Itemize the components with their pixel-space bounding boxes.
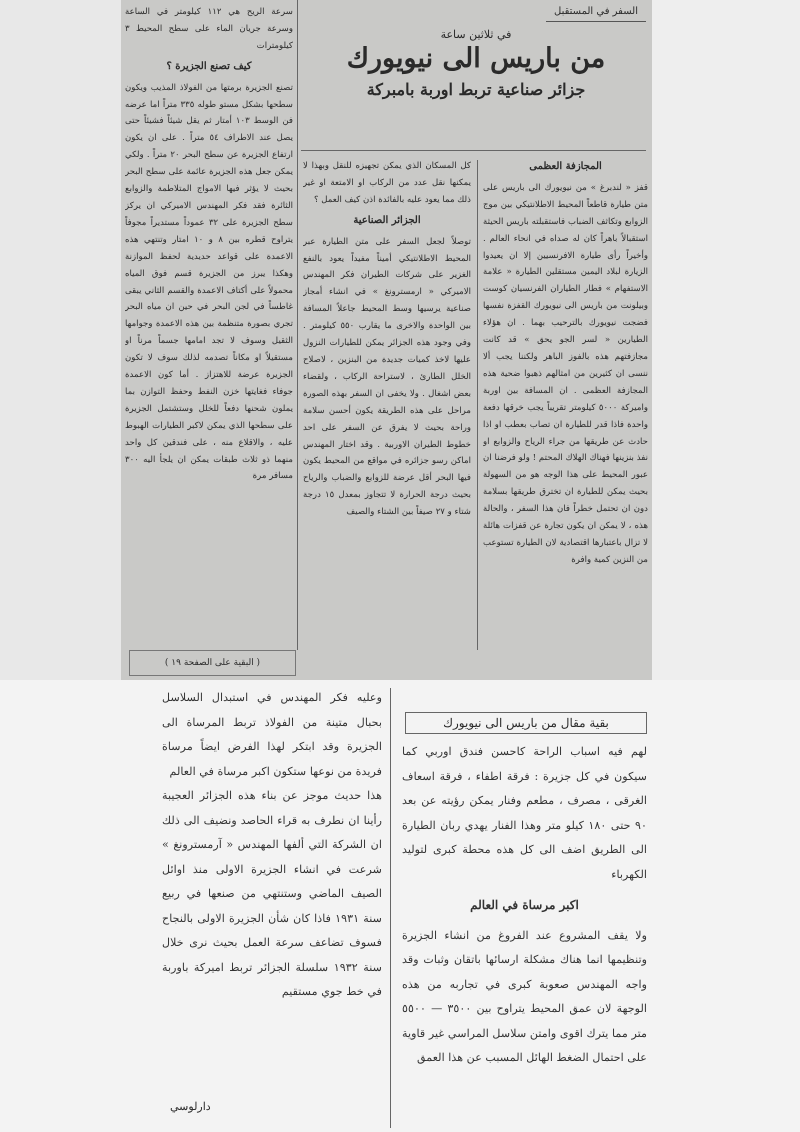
continued-note: ( البقية على الصفحة ١٩ ) <box>129 650 296 676</box>
corner-header-text: السفر في المستقبل <box>554 6 638 17</box>
corner-header <box>546 6 646 22</box>
column-right <box>483 155 648 650</box>
lower-right-column <box>402 740 647 1130</box>
margin-left <box>0 0 121 680</box>
column-left-intro: سرعة الريح هي ١١٢ كيلومتر في الساعة وسرعة جريان الماء على سطح المحيط ٣ كيلومترات <box>125 7 293 51</box>
column-left <box>125 4 293 649</box>
continuation-title: بقية مقال من باريس الى نيويورك <box>405 712 647 734</box>
column-left-title: كيف تصنع الجزيرة ؟ <box>166 60 252 72</box>
column-middle-text: توصلاً لجعل السفر على متن الطيارة عبر المحيط الاطلانتيكي أميناً مفيداً يعود بالنفع الغزير على شركات الطيران فكر المهندس الاميركي « ارمسترونغ » في انشاء أمجاز صناعية يرسيها وسط المحيط جاعلاً المسافة بين الواحدة والاخرى ما يقارب ٥٥٠ كيلومتر . وفي وجود هذه الجزائر يمكن للطيارات النزول عليها لاخذ كميات جديدة من البنزين ، لاصلاح الخلل الطارئ ، لاستراحة الركاب ، ولقضاء بعض اشغال . ولا يخفى ان السفر بهذه الصورة مراحل على هذه الطريقة يكون أحسن سلامة وراحة بحيث لا يفرق عن السفر على احد خطوط الطيران الاوربية . وقد اختار المهندس اماكن رسو جزائره في مواقع من المحيط يكون فيها البحر أقل عرضة للزوابع والضباب والرياح بحيث درجة الحرارة لا تتجاوز بمعدل ١٥ درجة شتاء و ٢٧ صيفاً بين الشتاء والصيف <box>303 236 471 518</box>
newspaper-clipping <box>121 0 652 680</box>
headline: من باريس الى نيويورك <box>346 43 606 74</box>
lower-divider <box>390 688 391 1128</box>
column-middle-intro: كل المسكان الذي يمكن تجهيزه للنقل وبهذا لا يمكنها نقل عدد من الركاب او الامتعة او غير ذلك مما يعود عليه بالفائدة اذن كيف العمل ؟ <box>303 161 471 205</box>
column-divider <box>297 0 298 650</box>
column-divider <box>477 160 478 650</box>
lower-left-column <box>162 686 382 1096</box>
lower-right-p1: لهم فيه اسباب الراحة كاحسن فندق اوربي كما سيكون في كل جزيرة : فرقة اطفاء ، فرقة اسعاف الغرقى ، مصرف ، مطعم وفنار يمكن رؤيته عن بعد ٩٠ حتى ١٨٠ كيلو متر وهذا الفنار يهدي ربان الطيارة الى الطريق اضف الى كل هذه محطة كبرى لتوليد الكهرباء <box>402 745 647 881</box>
column-middle-title: الجزائر الصناعية <box>353 214 421 226</box>
byline: دارلوسي <box>170 1100 211 1113</box>
headline-rule <box>301 150 646 151</box>
column-left-text: تصنع الجزيرة برمتها من الفولاذ المذيب ويكون سطحها بشكل مستو طوله ٣٣٥ متراً اما عرضه فن الوسط ١٠٣ أمتار ثم يقل شيئاً فشيئاً حتى يصل عند الاطراف ٥٤ متراً . على ان يكون ارتفاع الجزيرة عن سطح البحر ٢٠ متراً . ولكي يمكن جعل هذه الجزيرة عائمة على سطح البحر بحيث لا يؤثر فيها الامواج المتلاطمة والزوابع الثائرة فقد فكر المهندس الاميركي ان يركز سطح الجزيرة على ٣٢ عموداً مستديراً مجوفاً يتراوح قطره بين ٨ و ١٠ امتار وتنتهي هذه الاعمدة على قواعد حديدية لحفظ الموازنة وهكذا يبرز من الجزيرة قسم فوق المياه محمولاً على أكتاف الاعمدة والقسم الثاني يبقى غاطساً في لجن البحر في حين ان مياه البحر تجري بصورة متنظمة بين هذه الاعمدة وجوامها الثقيل وسوف لا تجد امامها جسماً مرناً او مستقيلاً او مكاناً تصدمه لذلك سوف لا تكون الجزيرة عرضة للاهتزاز . أما كون الاعمدة جوفاء فغايتها خزن النفط وحفظ التوازن بما يملون شحنها دفعاً للخلل وستشتمل الجزيرة على سطحها الذي يمكن لاكبر الطيارات الهبوط عليه ، والاقلاع منه ، على فندقين كل واحد منهما ذو ثلاث طبقات يمكن ان يلجأ اليه ٣٠٠ مسافر مرة <box>125 82 293 482</box>
margin-right <box>652 0 800 680</box>
lower-right-p2: ولا يقف المشروع عند الفروغ من انشاء الجزيرة وتنظيمها انما هناك مشكلة ارسائها باتقان وثبات وقد واجه المهندس صعوبة كبرى في تجاربه من هذه الوجهة لان عمق المحيط يتراوح بين ٣٥٠٠ — ٥٥٠٠ متر مما يترك اقوى وامتن سلاسل المراسي غير قاوية على احتمال الضغط الهائل المسبب عن هذا العمق <box>402 928 647 1064</box>
headline-block <box>301 28 651 99</box>
lower-left-p2: هذا حديث موجز عن بناء هذه الجزائر العجيبة رأينا ان نطرف به قراء الحاصد ونضيف الى ذلك ان الشركة التي ألفها المهندس « آرمسترونغ » شرعت في انشاء الجزيرة الاولى منذ اوائل الصيف الماضي وستنتهي من صنعها في ربيع سنة ١٩٣١ فاذا كان شأن الجزيرة الاولى بالنجاح فسوف تضاعف سرعة العمل بحيث نرى خلال سنة ١٩٣٢ سلسلة الجزائر تربط اميركة باوربة في خط جوي مستقيم <box>162 789 382 998</box>
column-right-title: المجازفة العظمى <box>529 161 602 172</box>
column-right-text: قفز « لندبرغ » من نيويورك الى باريس على متن طيارة قاطعاً المحيط الاطلانتيكي بين موج الزوابع وتكاثف الضباب فاستقبلته باريس الحيثة استقبالاً باهراً كان له صداه في انحاء العالم . وأخيراً رأى طيارة الافرنسيين إلا ان يعيدوا الزيارة لبلاد اليمين مستقلين الطيارة « علامة الاستفهام » فطار الطياران الفرنسيان كوست وبيلونت من باريس الى نيويورك القفزة نفسها فضجت نيويورك بالترحيب بهما . ان هؤلاء الطيارين « لسر الجو يحق » قد كانت مجازفتهم هذه بالفوز الباهر ولكننا يجب ألا ننسى ان كثيرين من امثالهم ذهبوا ضحية هذه المجازفة العظمى . ان المسافة بين اوربة واميركة ٥٠٠٠ كيلومتر تقريباً يجب خرقها دفعة واحدة فاذا قدر للطيارة ان تصاب بعطب او اذا حادث عن طريقها من جراء الرياح والزوابع او نفذ بنزينها فهناك الهلاك المحتم ! ولو فرضنا ان عبور المحيط على هذا الوجه هو من السهولة بحيث يمكن للطيارة ان تخترق طريقها بسلامة دون ان تحتمل خطراً فان هذا السفر ، والحالة هذه ، لا يمكن ان يكون تجارة عن قفزات هائلة لا تزال باعتبارها اقتصادية لان الطيارة تستوعب من النزين كمية وافرة <box>483 182 648 565</box>
column-middle <box>303 158 471 653</box>
subhead: جزائر صناعية تربط اوربة بامبركة <box>366 80 586 99</box>
lower-left-p1: وعليه فكر المهندس في استبدال السلاسل بحبال متينة من الفولاذ تربط المرساة الى الجزيرة وقد ابتكر لهذا الفرض ايضاً مرساة فريدة من نوعها ستكون اكبر مرساة في العالم <box>162 691 382 778</box>
corner-header-rule <box>546 21 646 22</box>
kicker: في ثلاثين ساعة <box>440 28 512 41</box>
lower-right-section-title: اكبر مرساة في العالم <box>470 898 579 912</box>
